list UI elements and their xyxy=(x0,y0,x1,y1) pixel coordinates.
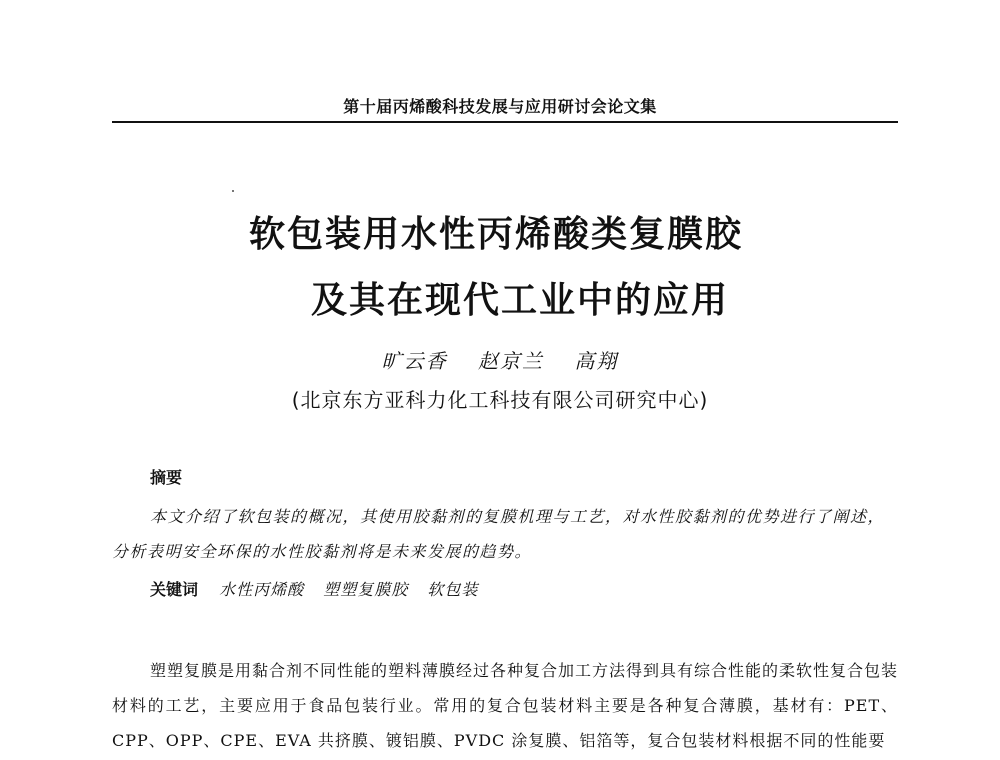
author-list xyxy=(0,345,1000,374)
abstract-text: 本文介绍了软包装的概况，其使用胶黏剂的复膜机理与工艺，对水性胶黏剂的优势进行了阐述，分析表明安全环保的水性胶黏剂将是未来发展的趋势。 xyxy=(112,507,886,561)
author-name: 旷云香 xyxy=(381,349,448,373)
keyword: 塑塑复膜胶 xyxy=(323,580,409,599)
header-rule xyxy=(112,121,898,123)
author-name: 高翔 xyxy=(574,349,619,373)
keyword: 软包装 xyxy=(427,580,479,599)
paper-title-line-2: 及其在现代工业中的应用 xyxy=(310,280,729,321)
keywords-line xyxy=(150,577,492,600)
body-paragraph: 塑塑复膜是用黏合剂不同性能的塑料薄膜经过各种复合加工方法得到具有综合性能的柔软性复合包装材料的工艺，主要应用于食品包装行业。常用的复合包装材料主要是各种复合薄膜，基材有：PET、CPP、OPP、CPE、EVA 共挤膜、镀铝膜、PVDC 涂复膜、铝箔等，复合包装材料根据不同的性能要 xyxy=(112,661,899,750)
running-header: 第十届丙烯酸科技发展与应用研讨会论文集 xyxy=(343,97,657,116)
keywords-label: 关键词 xyxy=(150,580,199,599)
scan-speck xyxy=(232,190,234,192)
author-affiliation: (北京东方亚科力化工科技有限公司研究中心) xyxy=(291,388,709,412)
abstract-heading: 摘要 xyxy=(150,468,183,487)
keyword: 水性丙烯酸 xyxy=(219,580,305,599)
paper-title-line-1: 软包装用水性丙烯酸类复膜胶 xyxy=(248,214,743,255)
author-name: 赵京兰 xyxy=(478,349,544,373)
